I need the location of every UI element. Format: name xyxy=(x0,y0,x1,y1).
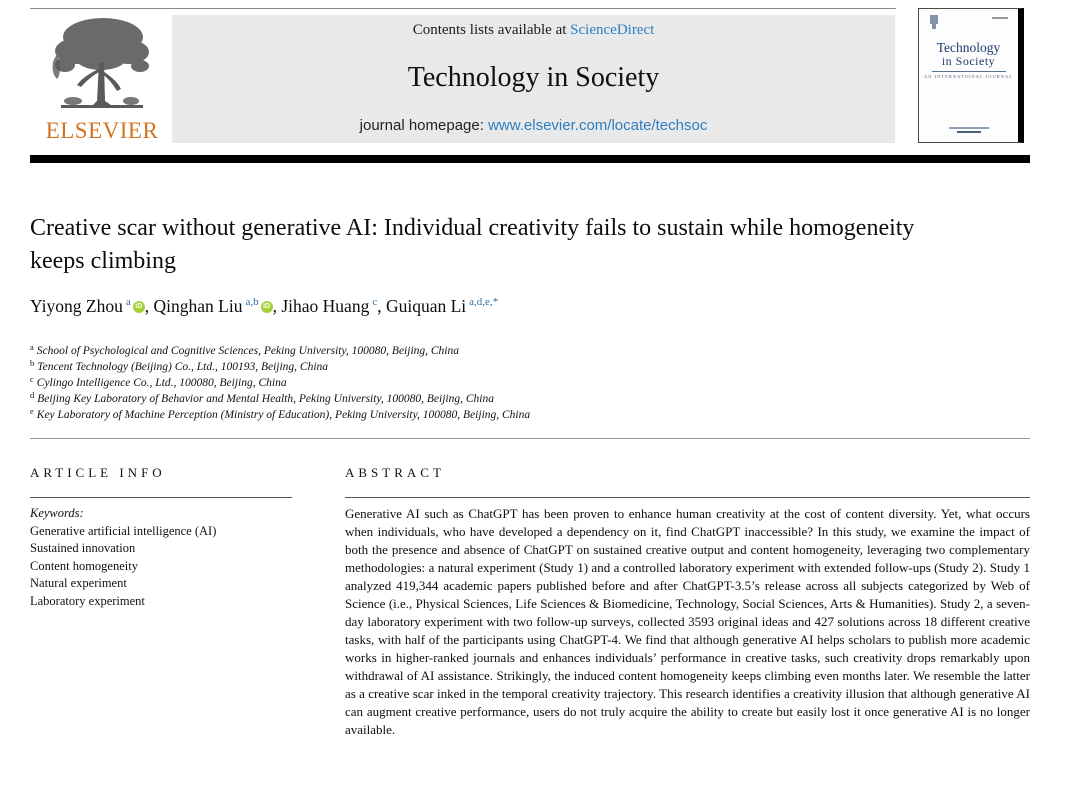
affiliation-superscript: b xyxy=(30,358,35,368)
cover-subtitle: AN INTERNATIONAL JOURNAL xyxy=(923,73,1014,79)
affiliation-line xyxy=(30,359,990,375)
orcid-icon[interactable]: iD xyxy=(261,301,273,313)
contents-line xyxy=(413,22,655,39)
affiliation-text: Beijing Key Laboratory of Behavior and Mental Health, Peking University, 100080, Beijing, China xyxy=(37,393,494,405)
cover-emblem-icon xyxy=(928,14,940,30)
affiliation-line xyxy=(30,343,990,359)
affiliation-line xyxy=(30,407,990,423)
affiliation-superscript: c xyxy=(30,374,34,384)
cover-title xyxy=(919,41,1018,68)
author-affil-superscript[interactable]: a,d,e,* xyxy=(469,296,499,308)
keywords-label: Keywords: xyxy=(30,506,84,520)
sciencedirect-link[interactable]: ScienceDirect xyxy=(570,22,655,38)
journal-title: Technology in Society xyxy=(407,62,660,93)
keywords-list xyxy=(30,523,322,611)
author-name: Yiyong Zhou xyxy=(30,296,123,316)
article-info-rule xyxy=(30,497,292,498)
cover-rule xyxy=(932,71,1006,72)
contents-line-prefix: Contents lists available at xyxy=(412,22,571,38)
cover-title-line1: Technology xyxy=(936,40,1001,55)
author-affil-superscript[interactable]: a xyxy=(125,296,131,308)
article-info-heading: ARTICLE INFO xyxy=(30,465,166,480)
article-info-section xyxy=(30,465,322,611)
abstract-text: Generative AI such as ChatGPT has been proven to enhance human creativity at the cost of content diversity. Yet, what occurs when individuals, who have developed a dependency on it, find ChatGPT inaccessible? In this study, we examine the impact of both the presence and absence of ChatGPT on sustained creative output and content homogeneity, leveraging two complementary methodologies: a natural experiment (Study 1) and a controlled laboratory experiment with extended follow-ups (Study 2). Study 1 analyzed 419,344 academic papers published before and after ChatGPT-3.5’s release across all subjects categorized by Web of Science (i.e., Physical Sciences, Life Sciences & Biomedicine, Technology, Social Sciences, Arts & Humanities). Study 2, a seven-day laboratory experiment with two follow-up surveys, collected 3593 original ideas and 427 solutions across 18 different creative tasks, with half of the participants using ChatGPT-4. We find that although generative AI helps scholars to publish more academic works in higher-ranked journals and enhances individuals’ performance in creative tasks, such creativity drops remarkably upon withdrawal of AI assistance. Strikingly, the induced content homogeneity keeps climbing even months later. We resemble the latter as a creative scar inked in the temporal creativity trajectory. This research identifies a creativity illusion that although generative AI can augment creative performance, users do not truly acquire the ability to create but easily lost it once generative AI is no longer available. xyxy=(345,506,1030,737)
affiliation-text: Tencent Technology (Beijing) Co., Ltd., 100193, Beijing, China xyxy=(37,361,329,373)
homepage-prefix: journal homepage: xyxy=(359,117,489,134)
cover-issue-text xyxy=(992,17,1008,19)
elsevier-tree-icon xyxy=(43,13,161,117)
cover-header xyxy=(919,14,1018,32)
author-name: Qinghan Liu xyxy=(153,296,243,316)
keywords-block xyxy=(30,505,322,611)
journal-masthead xyxy=(172,15,895,143)
affiliation-line xyxy=(30,391,990,407)
cover-title-line2: in Society xyxy=(941,54,996,69)
top-hairline xyxy=(30,8,896,9)
homepage-line xyxy=(360,117,708,134)
author-name: Guiquan Li xyxy=(385,296,467,316)
elsevier-logo[interactable] xyxy=(33,13,171,144)
abstract-heading: ABSTRACT xyxy=(345,465,445,480)
keyword-item: Generative artificial intelligence (AI) xyxy=(30,523,217,538)
affiliations-list xyxy=(30,343,990,423)
journal-cover-thumbnail[interactable] xyxy=(918,8,1024,143)
affiliation-text: School of Psychological and Cognitive Sciences, Peking University, 100080, Beijing, China xyxy=(36,345,460,357)
homepage-url-link[interactable]: www.elsevier.com/locate/techsoc xyxy=(488,117,708,134)
author-affil-superscript[interactable]: a,b xyxy=(245,296,259,308)
affiliation-text: Key Laboratory of Machine Perception (Ministry of Education), Peking University, 100080, Beijing, China xyxy=(36,409,531,421)
header-separator-bar xyxy=(30,155,1030,163)
author-affil-superscript[interactable]: c xyxy=(372,296,378,308)
affiliation-superscript: d xyxy=(30,390,35,400)
keyword-item: Laboratory experiment xyxy=(30,593,145,608)
section-divider xyxy=(30,438,1030,439)
affiliation-superscript: e xyxy=(30,406,34,416)
keyword-item: Natural experiment xyxy=(30,576,127,591)
author-name: Jihao Huang xyxy=(281,296,370,316)
abstract-section xyxy=(345,465,1030,739)
orcid-icon[interactable]: iD xyxy=(133,301,145,313)
article-title: Creative scar without generative AI: Individual creativity fails to sustain while homogeneity keeps climbing xyxy=(30,215,915,274)
affiliation-line xyxy=(30,375,990,391)
cover-footer-lines xyxy=(919,127,1018,133)
publisher-name: ELSEVIER xyxy=(45,118,159,143)
keyword-item: Content homogeneity xyxy=(30,558,138,573)
abstract-rule xyxy=(345,497,1030,498)
authors-line: Yiyong Zhou $^a$ iD , Qinghan Liu $^{a,b}$ iD , Jihao Huang $^c$, Guiquan Li $^{a,d,e,*}$ xyxy=(30,296,499,316)
affiliation-superscript: a xyxy=(30,342,34,352)
affiliation-text: Cylingo Intelligence Co., Ltd., 100080, Beijing, China xyxy=(36,377,287,389)
keyword-item: Sustained innovation xyxy=(30,541,136,556)
